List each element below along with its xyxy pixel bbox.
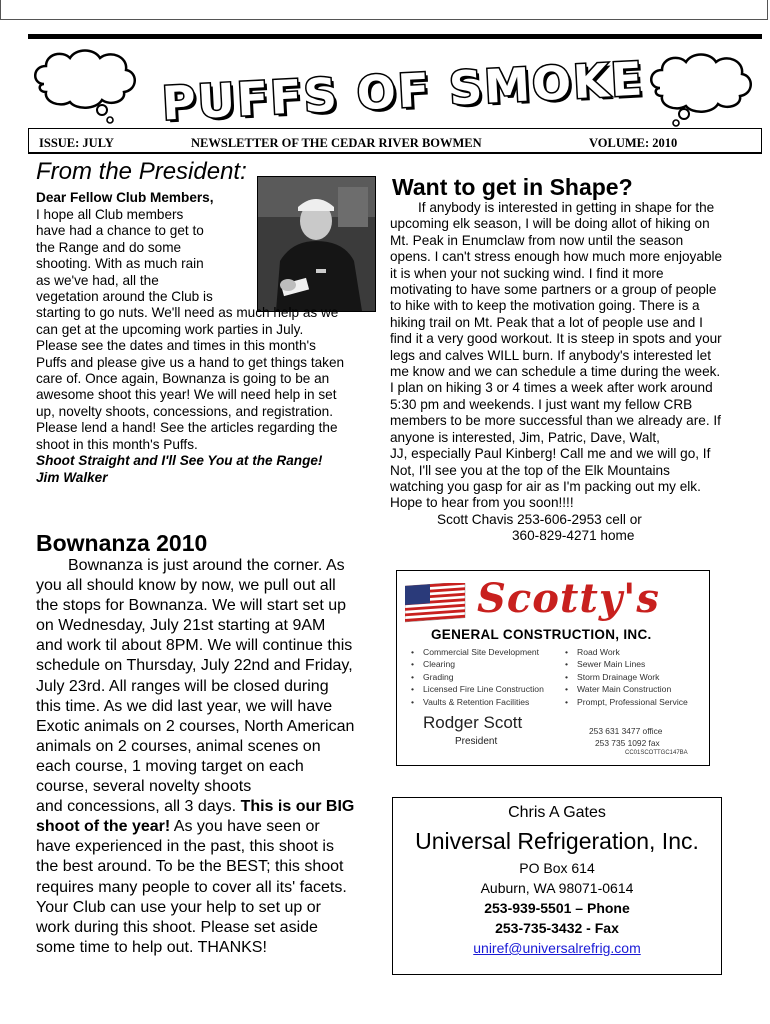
bownanza-line: have experienced in the past, this shoot is <box>36 838 334 856</box>
scottys-license-code: CC01SCOTTGC147BA <box>625 750 688 756</box>
bownanza-line: schedule on Thursday, July 22nd and Friday, <box>36 657 353 675</box>
shape-line: Not, I'll see you at the top of the Elk Mountains <box>390 462 670 478</box>
shape-line: it is when your not sucking wind. I find it more <box>390 265 664 281</box>
bownanza-emphasis: This is our BIG <box>240 798 355 816</box>
president-line: can get at the upcoming work parties in July. <box>36 321 304 337</box>
scottys-logo: Scotty's <box>477 575 660 622</box>
president-salutation: Dear Fellow Club Members, <box>36 190 214 205</box>
shape-signature: Scott Chavis 253-606-2953 cell or <box>437 511 642 527</box>
masthead-bar <box>28 34 762 39</box>
scottys-fax: 253 735 1092 fax <box>595 738 660 748</box>
issue-bar <box>28 128 762 154</box>
president-line: care of. Once again, Bownanza is going to be an <box>36 371 330 387</box>
president-line: Puffs and please give us a hand to get things taken <box>36 354 345 370</box>
bownanza-line: the stops for Bownanza. We will start set up <box>36 597 347 615</box>
president-line: vegetation around the Club is <box>36 289 213 305</box>
bownanza-line: animals on 2 courses, animal scenes on <box>36 737 321 755</box>
american-flag-icon <box>405 583 469 623</box>
shape-line: Hope to hear from you soon!!!! <box>390 495 574 511</box>
univ-email-wrap <box>393 940 721 956</box>
bownanza-line: course, several novelty shoots <box>36 778 252 796</box>
president-line: the Range and do some <box>36 239 182 255</box>
smoke-cloud-left-icon <box>30 44 140 126</box>
shape-line: opens. I can't stress enough how much more enjoyable <box>390 249 723 265</box>
univ-phone: 253-939-5501 – Phone <box>484 900 630 916</box>
shape-line: If anybody is interested in getting in shape for the <box>418 200 715 215</box>
scottys-advertisement <box>396 570 710 766</box>
shape-line: find it a very good workout. It is steep in spots and your <box>390 331 722 347</box>
president-line: shooting. With as much rain <box>36 256 204 272</box>
smoke-cloud-right-icon <box>646 48 756 128</box>
shape-line: I plan on hiking 3 or 4 times a week after work around <box>390 380 713 396</box>
univ-contact-name: Chris A Gates <box>508 804 606 821</box>
bownanza-line: each course, 1 moving target on each <box>36 757 304 775</box>
service-item: • Licensed Fire Line Construction <box>411 683 544 695</box>
bownanza-line: July 23rd. All ranges will be closed during <box>36 677 329 695</box>
bownanza-line: some time to help out. THANKS! <box>36 938 267 956</box>
shape-line: members to be more successful than we already are. If <box>390 413 721 429</box>
president-line: as we've had, all the <box>36 272 159 288</box>
univ-email-link[interactable]: uniref@universalrefrig.com <box>473 940 641 956</box>
newsletter-title: PUFFS OF SMOKE <box>160 51 646 131</box>
page-top-rule <box>0 0 768 20</box>
services-list-right <box>565 646 688 708</box>
shape-line: upcoming elk season, I will be doing allot of hiking on <box>390 216 710 232</box>
volume-label: VOLUME: 2010 <box>589 136 678 150</box>
shape-line: me know and we can schedule a time during the week. <box>390 364 721 380</box>
president-line: Please see the dates and times in this month's <box>36 338 316 354</box>
service-item: • Water Main Construction <box>565 683 688 695</box>
shape-line: 5:30 pm and weekends. I just want my fellow CRB <box>390 396 693 412</box>
scottys-subtitle: GENERAL CONSTRUCTION, INC. <box>431 627 652 642</box>
shape-heading: Want to get in Shape? <box>392 174 633 200</box>
bownanza-text: As you have seen or <box>170 818 320 836</box>
president-body <box>36 207 381 486</box>
newsletter-name: NEWSLETTER OF THE CEDAR RIVER BOWMEN <box>191 136 482 150</box>
bownanza-emphasis: shoot of the year! <box>36 818 171 836</box>
univ-fax: 253-735-3432 - Fax <box>495 920 619 936</box>
service-item: • Grading <box>411 671 544 683</box>
bownanza-line: the best around. To be the BEST; this shoot <box>36 858 344 876</box>
services-list-left <box>411 646 544 708</box>
bownanza-line: requires many people to cover all its' facets. <box>36 878 347 896</box>
president-line: have had a chance to get to <box>36 223 204 239</box>
bownanza-line: Bownanza is just around the corner. As <box>68 557 345 574</box>
univ-city: Auburn, WA 98071-0614 <box>480 880 634 896</box>
service-item: • Sewer Main Lines <box>565 658 688 670</box>
shape-line: anyone is interested, Jim, Patric, Dave, Walt, <box>390 429 660 445</box>
service-item: • Clearing <box>411 658 544 670</box>
masthead <box>28 34 762 131</box>
president-heading: From the President: <box>36 158 247 185</box>
bownanza-line: you all should know by now, we pull out all <box>36 577 336 595</box>
service-item: • Prompt, Professional Service <box>565 696 688 708</box>
shape-signature-home: 360-829-4271 home <box>512 528 635 544</box>
shape-line: motivating to have some partners or a group of people <box>390 282 717 298</box>
universal-refrigeration-advertisement <box>392 797 722 975</box>
bownanza-heading: Bownanza 2010 <box>36 530 208 556</box>
bownanza-line: Your Club can use your help to set up or <box>36 898 321 916</box>
scottys-office-phone: 253 631 3477 office <box>589 726 663 736</box>
shape-line: legs and calves WILL burn. If anybody's interested let <box>390 347 711 363</box>
president-line: starting to go nuts. We'll need as much help as we <box>36 305 339 321</box>
president-signature: Jim Walker <box>36 469 108 485</box>
issue-label: ISSUE: JULY <box>39 136 114 150</box>
president-line: awesome shoot this year! We will need help in set <box>36 387 337 403</box>
bownanza-line <box>36 817 380 837</box>
president-closing: Shoot Straight and I'll See You at the Range! <box>36 453 323 469</box>
service-item: • Storm Drainage Work <box>565 671 688 683</box>
shape-line: watching you gasp for air as I'm packing out my elk. <box>390 478 701 494</box>
president-line: I hope all Club members <box>36 207 184 222</box>
bownanza-line: on Wednesday, July 21st starting at 9AM <box>36 617 326 635</box>
bownanza-line: and work til about 8PM. We will continue this <box>36 637 353 655</box>
service-item: • Vaults & Retention Facilities <box>411 696 544 708</box>
bownanza-body <box>36 556 380 958</box>
president-line: Please lend a hand! See the articles regarding the <box>36 420 338 436</box>
service-item: • Commercial Site Development <box>411 646 544 658</box>
shape-line: JJ, especially Paul Kinberg! Call me and we will go, If <box>390 446 711 462</box>
bownanza-line: this time. As we did last year, we will have <box>36 697 333 715</box>
scottys-contact-title: President <box>455 736 498 747</box>
bownanza-line: Exotic animals on 2 courses, North American <box>36 717 355 735</box>
shape-line: to hike with to keep the motivation going. There is a <box>390 298 700 314</box>
shape-body <box>390 200 736 545</box>
bownanza-line <box>36 797 380 817</box>
univ-company-name: Universal Refrigeration, Inc. <box>415 828 699 854</box>
scottys-contact-name: Rodger Scott <box>423 713 523 732</box>
bownanza-line: work during this shoot. Please set aside <box>36 918 318 936</box>
president-line: shoot in this month's Puffs. <box>36 436 198 452</box>
president-line: up, novelty shoots, concessions, and registration. <box>36 403 333 419</box>
shape-line: hiking trail on Mt. Peak that a lot of people use and I <box>390 314 703 330</box>
service-item: • Road Work <box>565 646 688 658</box>
univ-po-box: PO Box 614 <box>519 860 595 876</box>
bownanza-text: and concessions, all 3 days. <box>36 798 241 816</box>
shape-line: Mt. Peak in Enumclaw from now until the season <box>390 232 684 248</box>
